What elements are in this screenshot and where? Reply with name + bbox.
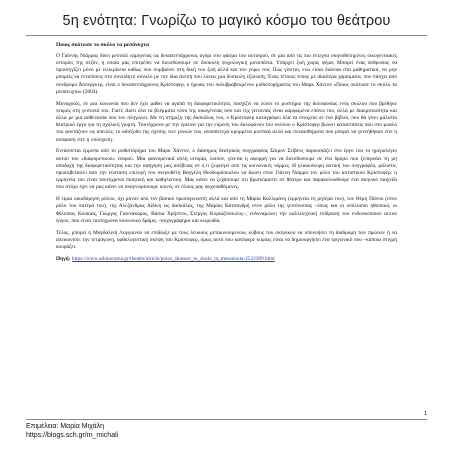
page-header-title: 5η ενότητα: Γνωρίζω το μαγικό κόσμο του θεάτρου — [62, 13, 391, 29]
footer-author: Επιμέλεια: Μαρία Μιχάλη — [26, 423, 105, 430]
article-paragraph-5: Τέλος, μπορεί η Μαγδαλινή Λογγιανού να επιδίωξε με τους λευκούς μετακινούμενους κύβους του σκηνικού να υπονοήσει τη διαδρομή των πρώτων ή να απεικονίσει την τετράγωνη, ορθολογιστική σκέψη του Κρίστοφερ, όμως αυτό που κατάφερε κυρίως είναι να δημιουργήσει ένα τριγωνικό που –κάποια στιγμή κουράζει. — [56, 229, 397, 250]
header-divider — [26, 35, 427, 36]
article-paragraph-4: Η τίμια οικοδόμηση ρόλου, όχι μόνον από τον βασικό πρωταγωνιστή αλλά και από τη Μαρία Καλλιμάνη (ερμηνεία τη μητέρα του), τον Θέμη Πάνου (στον ρόλο του πατέρα του), της Αλεξάνδρας Αϊδίνη ως δασκάλας, της Μαρίας Κατσανδρή στον ρόλο της γειτόνισσας –όπως και οι υπόλοιποι ηθοποιοί, οι Φίλιππος Κούκιας, Γιώργος Γιαννάκαρος, Βάσια Χρήστου, Στέργος Κυριαζόπουλος–, ενδυναμώνει την καλλιτεχνική επίδραση του ενδοσκοπικού αυτού έργου, που είναι ταυτόχρονα κοινωνικό δράμα, -ψυχογράφημα και κωμωδία. — [56, 196, 397, 224]
source-label: Πηγή: — [56, 255, 71, 262]
article-paragraph-3: Εντάσσεται έμμεσα από το μυθιστόρημα του Μαρκ Χάντον, ο διάσημος θεατρικός συγγραφέας Σάιμον Στίβενς παρουσιάζει στο έργο του το ημερολόγιο αυτού του «διαφορετικού» νεαρού. Μια φαινομενικά απλή ιστορία, λοιπόν, γίνεται η αφορμή για να διεισδύσουμε σε ένα δρόμο που ξεπερνάει τη μη αποδοχή της διαφορετικότητας και την αφηγηση μας ασέβειας σε ό,τι ξεφεύγει από τις κοινωνικές νόρμες. Η γλαυκόκυρη αυτική του συγγραφέα, μάλιστα, πρωτοβεταίνει από την εύσταση επιλογή του σκηνοθέτη Βαγγέλη Θεοδωρόπουλου να δώσει στον Γιάννη Νιάρρο τον ρόλο του αυτιστικού Κρίστοφερ: η ερμηνεία του είναι ταυτόχρονα ποιητική και καθηλωτική. Μας κάνει να ξεχάσουμε ότι βρισκόμαστε σε θέατρο και παρακολουθούμε ένα σκηνικό παιχνίδι που στόχο έχει να μας κάνει να αναγνωρίσουμε κοινές σε όλους μας ψυχοπαθόμενες. — [56, 148, 397, 191]
footer-divider — [26, 419, 427, 420]
page-number: 1 — [423, 411, 427, 417]
source-line — [56, 256, 397, 263]
article-body — [56, 42, 397, 268]
footer-blog-link[interactable]: https://blogs.sch.gr/m_michali — [26, 432, 119, 439]
article-heading: Ποιος σκότωσε το σκύλο τα μεσάνυχτα — [56, 42, 149, 48]
source-link[interactable]: https://www.athinorama.gr/theatre/article/poios_skotose_to_skulo_ta_mesanuxta-2532389.html — [71, 255, 275, 262]
article-paragraph-1: Ο Γιάννης Νιάρρος δίνει ρεσιτάλ ερμηνείας ως δεκαπεντάχρονος αγόρι στο φάσμα του αυτισμού, σε μία από τις πιο έντεχνα σκηνοθετημένες οικογενειακές ιστορίες της σεζόν, η οποία μας επιτρέπει να διεισδύσουμε σε δύσκολη ψυχολογική μονοπάτια. Υπάρχει ζωή χωρίς ψέμα; Μπορεί ένας άνθρωπος να προσεγγίζει μόνο με ειλικρίνεια καθώς που συμβαίνει στη δική του ζωή αλλά και του γύρω του; Πώς γίνεται, ενώ είσαι διάνοια στα μαθηματικά, να μην μπορείς να εντοπίσεις στο συνειδητό σύνολο με την ίδια άνεση που λύνεις μια δύσκολη εξίσωση; Ένας τέτοιος τύπος με ιδιαίτερα χαρίσματα, που πάσχει από σύνδρομο Άσπεργκερ, είναι ο δεκαπεντάχρονος Κρίστοφερ, ο ήρωας του πολυβραβευμένου μυθιστορήματος του Μαρκ Χάντον «Ποιος σκότωσε το σκύλο τα μεσάνυχτα» (2004). — [56, 53, 397, 95]
article-paragraph-2: Μοναχικός, σε μια κοινωνία που δεν έχει μάθει να αγαπά τη διαφορετικότητα, πασχίζει να λύσει το μυστήριο της δολοφονίας ενός σκύλου που βρέθηκε νεκρός στη γειτονιά του. Γιατί; Διότι όλα τα βλέμματα τόσο της οικογένειας όσο και της γειτονιάς είναι καρφωμένα επάνω του, αλλά με διακριτικότητα και άλλα με μια ασθενασία που τον πληγώνει. Με τη στήριξη της δασκάλας του, ο Κρίστοφερ καταγράφει όλα τα στοιχεία σε ένα βιβλίο, που θα γίνει μάλιστα θεατρικό έργο για τη σχολική γιορτή. Ταυτόχρονα με την έρευνα για την εύρεση του δολοφόνου του σκύλου ο Κρίστοφερ βιώνει καταστάσεις που στο μυαλό του φαντάζουν ως απειλές: το αδιέξοδο της σχέσης των γονιών του, αναπάντεχα κρυμμένα μυστικά αλλά και συναισθήματα που μπορεί να γεννήθηκαν είτε η απόφαση είτε η υπόσχεση. — [56, 100, 397, 143]
